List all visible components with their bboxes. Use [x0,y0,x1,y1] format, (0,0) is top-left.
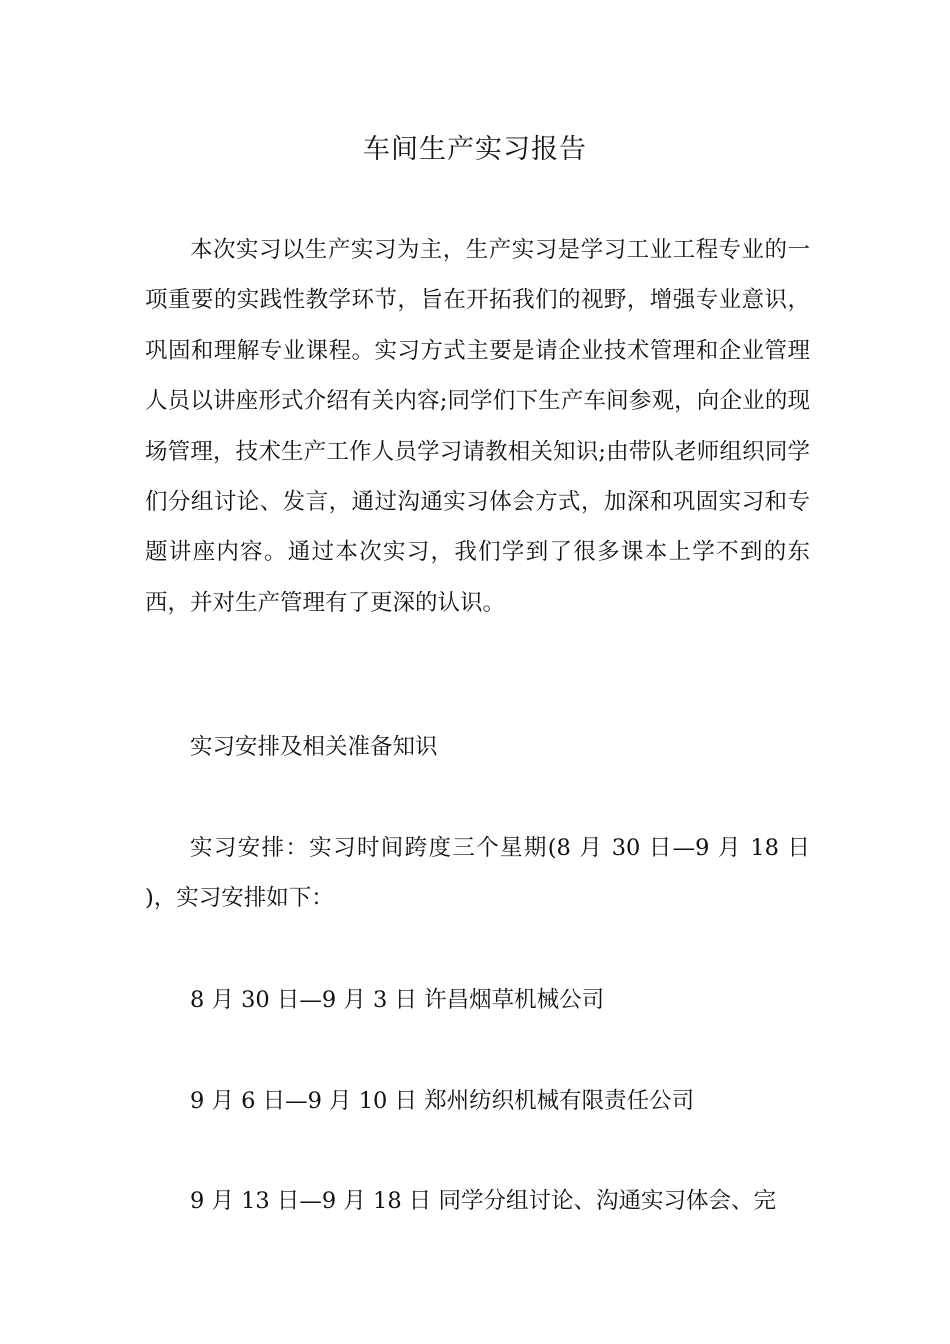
section-heading: 实习安排及相关准备知识 [190,734,438,760]
document-title: 车间生产实习报告 [363,134,587,165]
intro-paragraph: 本次实习以生产实习为主，生产实习是学习工业工程专业的一项重要的实践性教学环节，旨在开拓我们的视野，增强专业意识，巩固和理解专业课程。实习方式主要是请企业技术管理和企业管理人员以讲座形式介绍有关内容;同学们下生产车间参观，向企业的现场管理，技术生产工作人员学习请教相关知识;由带队老师组织同学们分组讨论、发言，通过沟通实习体会方式，加深和巩固实习和专题讲座内容。通过本次实习，我们学到了很多课本上学不到的东西，并对生产管理有了更深的认识。 [145,237,810,616]
schedule-item: 9 月 6 日—9 月 10 日 郑州纺织机械有限责任公司 [190,1088,695,1114]
arrangement-paragraph: 实习安排：实习时间跨度三个星期(8 月 30 日—9 月 18 日 )，实习安排如下： [145,835,810,912]
schedule-item: 9 月 13 日—9 月 18 日 同学分组讨论、沟通实习体会、完 [190,1188,776,1214]
schedule-item: 8 月 30 日—9 月 3 日 许昌烟草机械公司 [190,987,605,1013]
